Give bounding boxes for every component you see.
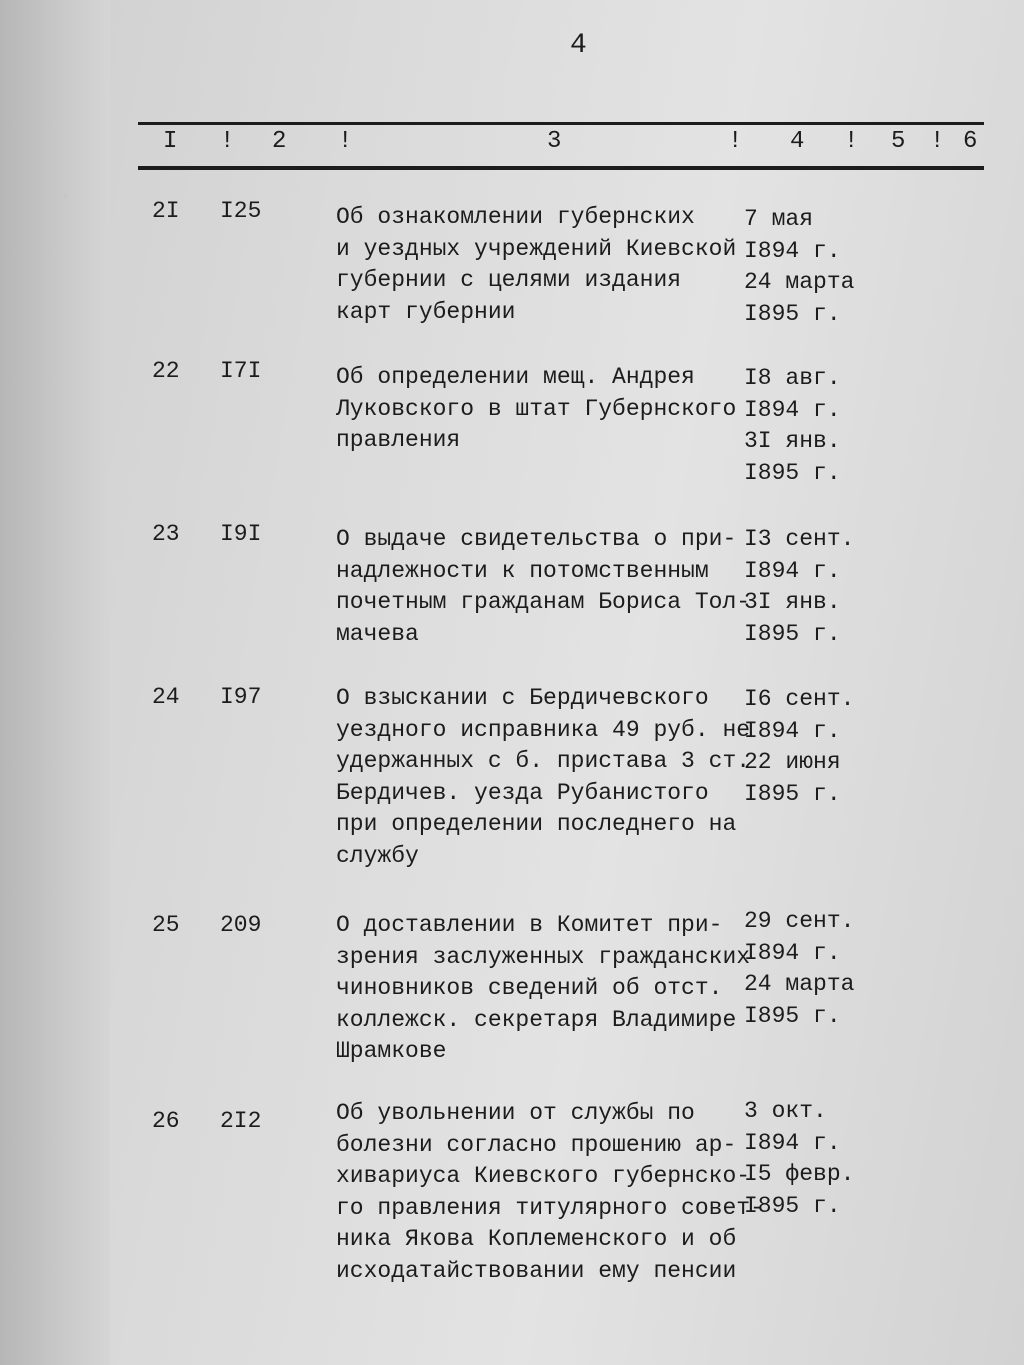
case-dates: I6 сент. I894 г. 22 июня I895 г. (744, 686, 855, 807)
row-number: 24 (152, 684, 180, 710)
row-number: 2I (152, 198, 180, 224)
file-number: I7I (220, 358, 262, 384)
file-number: I25 (220, 198, 262, 224)
column-header-5: 5 (891, 128, 906, 155)
column-separator: ! (220, 128, 235, 155)
case-title: О доставлении в Комитет при- зрения заслуженных гражданских чиновников сведений об отст. коллежск. секретаря Владимире Шрамкове (336, 912, 751, 1064)
case-dates: 3 окт. I894 г. I5 февр. I895 г. (744, 1098, 855, 1219)
column-separator: ! (728, 128, 743, 155)
show-through-decoration: · (60, 185, 73, 208)
page-number: 4 (570, 30, 587, 61)
row-number: 23 (152, 521, 180, 547)
case-dates: 7 мая I894 г. 24 марта I895 г. (744, 206, 855, 327)
column-header-4: 4 (790, 128, 805, 155)
page-fold-shadow (0, 0, 110, 1365)
case-title: О выдаче свидетельства о при- надлежности к потомственным почетным гражданам Бориса Тол- мачева (336, 526, 751, 647)
file-number: 209 (220, 912, 262, 938)
file-number: I97 (220, 684, 262, 710)
column-separator: ! (844, 128, 859, 155)
row-number: 22 (152, 358, 180, 384)
column-separator: ! (930, 128, 945, 155)
column-header-1: I (163, 128, 178, 155)
case-dates: 29 сент. I894 г. 24 марта I895 г. (744, 908, 855, 1029)
column-header-3: 3 (547, 128, 562, 155)
column-header-6: 6 (963, 128, 978, 155)
table-top-rule (138, 122, 984, 125)
case-title: Об ознакомлении губернских и уездных учреждений Киевской губернии с целями издания карт губернии (336, 204, 737, 325)
row-number: 25 (152, 912, 180, 938)
case-title: Об определении мещ. Андрея Луковского в штат Губернского правления (336, 364, 737, 453)
column-header-2: 2 (272, 128, 287, 155)
file-number: 2I2 (220, 1108, 262, 1134)
row-number: 26 (152, 1108, 180, 1134)
file-number: I9I (220, 521, 262, 547)
table-header-rule (138, 166, 984, 170)
case-title: Об увольнении от службы по болезни согласно прошению ар- хивариуса Киевского губернско- го правления титулярного совет- ника Якова Коплеменского и об исходатайствовании ему пенсии (336, 1100, 764, 1284)
case-title: О взыскании с Бердичевского уездного исправника 49 руб. не удержанных с б. пристава 3 ст. Бердичев. уезда Рубанистого при определении последнего на службу (336, 685, 751, 869)
case-dates: I3 сент. I894 г. 3I янв. I895 г. (744, 526, 855, 647)
case-dates: I8 авг. I894 г. 3I янв. I895 г. (744, 365, 841, 486)
column-separator: ! (338, 128, 353, 155)
